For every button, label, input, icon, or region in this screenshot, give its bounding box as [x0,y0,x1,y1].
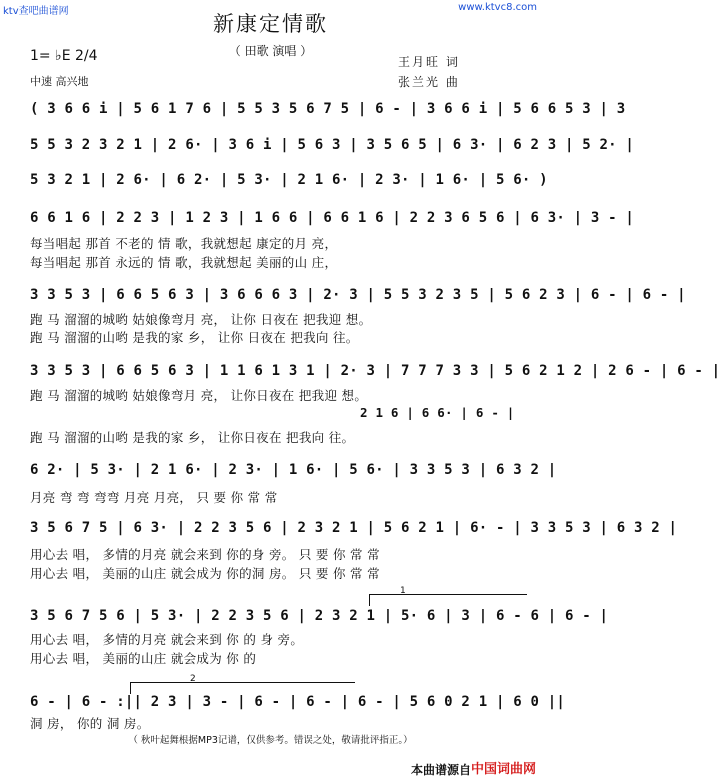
score-row: 6 6 1 6 | 2 2 3 | 1 2 3 | 1 6 6 | 6 6 1 6 | 2 2 3 6 5 6 | 6 3· | 3 - | [30,210,635,226]
transcription-note: （ 秋叶起舞根据MP3记谱，仅供参考。错误之处，敬请批评指正。） [128,735,413,746]
score-row: 6 2· | 5 3· | 2 1 6· | 2 3· | 1 6· | 5 6· | 3 3 5 3 | 6 3 2 | [30,462,557,478]
volta-bracket-2 [130,682,131,694]
lyric-line: 用心去 唱， 多情的月亮 就会来到 你 的 身 旁。 [30,632,304,647]
lyric-line: 跑 马 溜溜的山哟 是我的家 乡， 让你 日夜在 把我向 往。 [30,330,359,345]
site-watermark-right: www.ktvc8.com [458,2,537,13]
volta-number-1: 1 [400,586,406,596]
lyric-line: 跑 马 溜溜的城哟 姑娘像弯月 亮， 让你日夜在 把我迎 想。 [30,388,368,403]
lyric-line: 洞 房， 你的 洞 房。 [30,716,150,731]
lyric-line: 跑 马 溜溜的城哟 姑娘像弯月 亮， 让你 日夜在 把我迎 想。 [30,312,372,327]
lyric-line: 用心去 唱， 美丽的山庄 就会成为 你的洞 房。 只 要 你 常 常 [30,566,380,581]
source-label: 本曲谱源自 [410,763,471,777]
volta-bracket-1 [369,594,527,595]
lyric-line: 跑 马 溜溜的山哟 是我的家 乡， 让你日夜在 把我向 往。 [30,430,355,445]
score-row: 5 3 2 1 | 2 6· | 6 2· | 5 3· | 2 1 6· | 2 3· | 1 6· | 5 6· ) [30,172,548,188]
lyric-line: 用心去 唱， 美丽的山庄 就会成为 你 的 [30,651,257,666]
singer-credit: （ 田歌 演唱 ） [228,44,313,58]
key-signature: 1= ♭E 2/4 [30,48,98,64]
score-row: ( 3 6 6 i | 5 6 1 7 6 | 5 5 3 5 6 7 5 | 6 - | 3 6 6 i | 5 6 6 5 3 | 3 [30,101,626,117]
score-row: 3 3 5 3 | 6 6 5 6 3 | 3 6 6 6 3 | 2· 3 | 5 5 3 2 3 5 | 5 6 2 3 | 6 - | 6 - | [30,287,686,303]
lyric-line: 每当唱起 那首 不老的 情 歌，我就想起 康定的月 亮， [30,236,338,251]
lyric-line: 用心去 唱， 多情的月亮 就会来到 你的身 旁。 只 要 你 常 常 [30,547,380,562]
song-title: 新康定情歌 [213,12,328,36]
volta-bracket-2 [130,682,355,683]
volta-number-2: 2 [190,674,196,684]
lyricist-credit: 王月旺 词 [398,55,460,69]
score-row: 2 1 6 | 6 6· | 6 - | [360,405,515,420]
lyric-line: 每当唱起 那首 永远的 情 歌，我就想起 美丽的山 庄， [30,255,338,270]
site-logo: 中国词曲网 [470,762,536,777]
score-row: 6 - | 6 - :|| 2 3 | 3 - | 6 - | 6 - | 6 - | 5 6 0 2 1 | 6 0 || [30,694,565,710]
score-row: 5 5 3 2 3 2 1 | 2 6· | 3 6 i | 5 6 3 | 3 5 6 5 | 6 3· | 6 2 3 | 5 2· | [30,137,635,153]
score-row: 3 5 6 7 5 | 6 3· | 2 2 3 5 6 | 2 3 2 1 | 5 6 2 1 | 6· - | 3 3 5 3 | 6 3 2 | [30,520,678,536]
site-watermark-left: ktv查吧曲谱网 [3,6,69,17]
volta-bracket-1 [369,594,370,606]
score-row: 3 5 6 7 5 6 | 5 3· | 2 2 3 5 6 | 2 3 2 1 | 5· 6 | 3 | 6 - 6 | 6 - | [30,608,609,624]
composer-credit: 张兰光 曲 [398,75,460,89]
lyric-line: 月亮 弯 弯 弯弯 月亮 月亮， 只 要 你 常 常 [30,490,278,505]
score-row: 3 3 5 3 | 6 6 5 6 3 | 1 1 6 1 3 1 | 2· 3 | 7 7 7 3 3 | 5 6 2 1 2 | 2 6 - | 6 - | [30,363,720,379]
tempo-marking: 中速 高兴地 [30,75,89,88]
